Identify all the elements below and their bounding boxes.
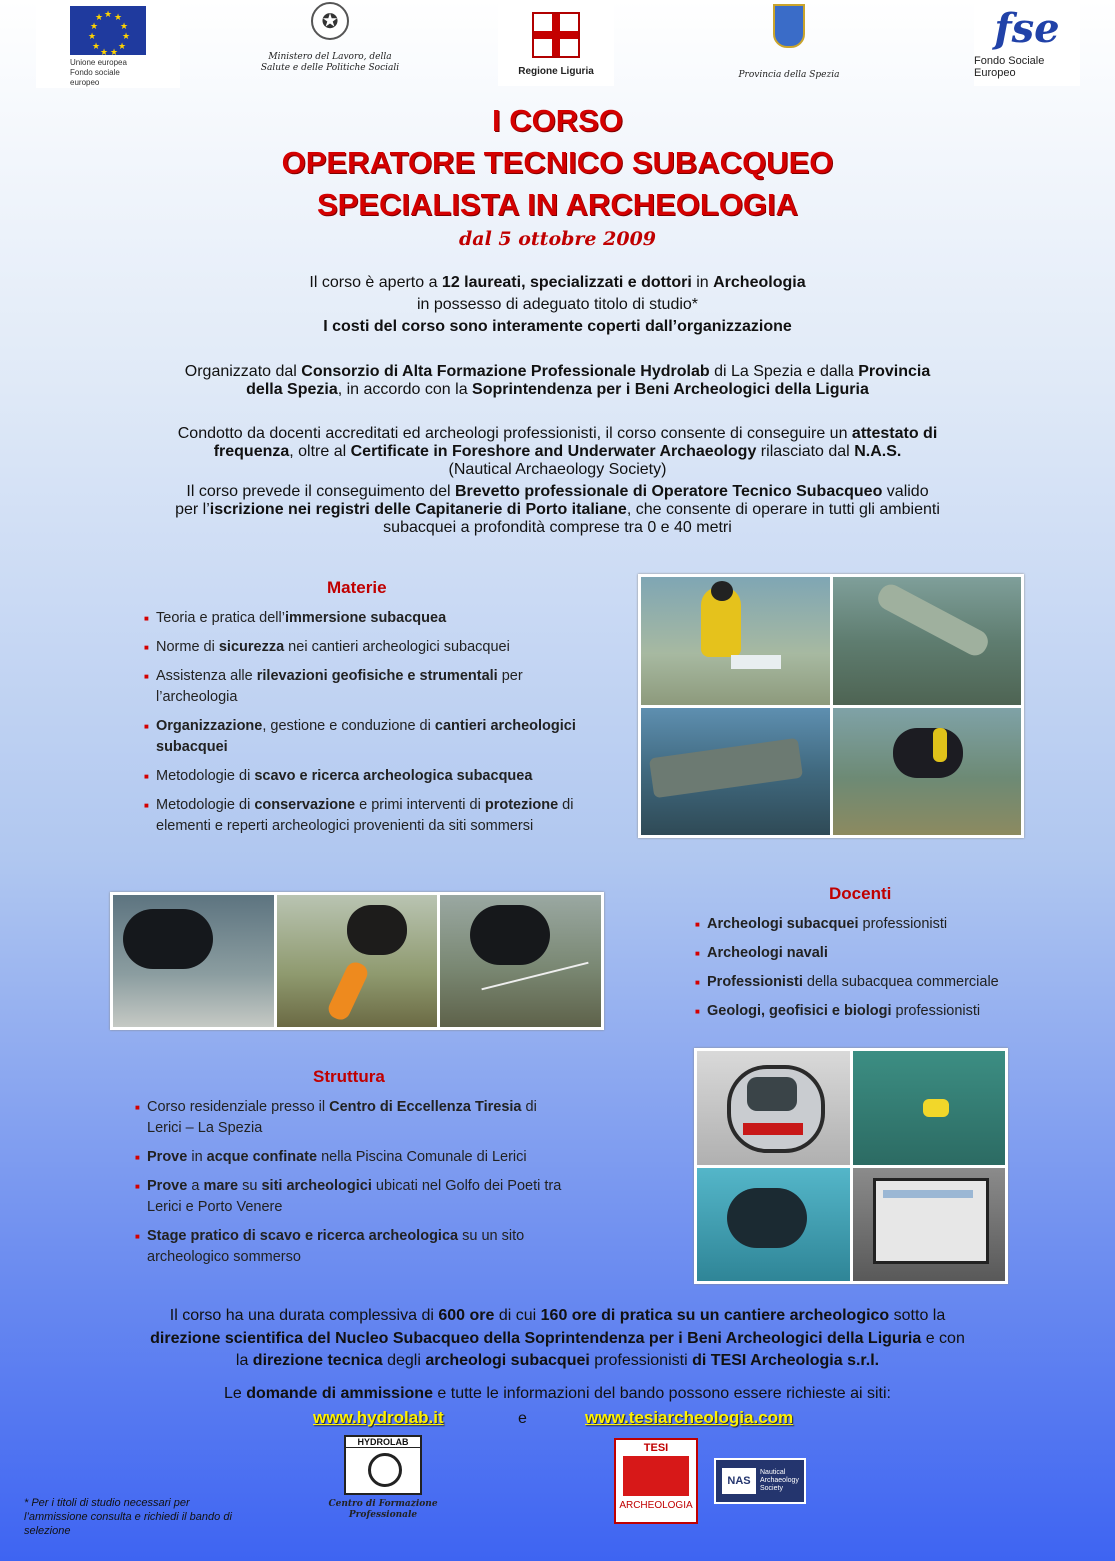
photo-pool-diver (697, 1168, 850, 1282)
conducted-line-4: Il corso prevede il conseguimento del Brevetto professionale di Operatore Tecnico Subacqueo valido (186, 483, 929, 500)
fse-mark-icon: fse (994, 5, 1060, 52)
list-item: ■ Professionisti della subacquea commerciale (695, 972, 1095, 993)
list-item: ■ Metodologie di conservazione e primi interventi di protezione di elementi e reperti archeologici provenienti da siti sommersi (144, 795, 584, 837)
photo-diver-knife (113, 895, 274, 1027)
list-item: ■ Geologi, geofisici e biologi professionisti (695, 1001, 1095, 1022)
eu-flag-icon: ★ ★ ★ ★ ★ ★ ★ ★ ★ ★ ★ (70, 6, 146, 55)
tesi-label-bottom: ARCHEOLOGIA (619, 1500, 693, 1511)
regione-label: Regione Liguria (518, 65, 594, 77)
conducted-line-6: subacquei a profondità comprese tra 0 e 40 metri (383, 519, 732, 536)
intro-line-1: Il corso è aperto a 12 laureati, specializzati e dottori in Archeologia (309, 274, 806, 291)
closing-line-4: Le domande di ammissione e tutte le informazioni del bando possono essere richieste ai siti: (224, 1385, 891, 1402)
conducted-line-2: frequenza, oltre al Certificate in Foreshore and Underwater Archaeology rilasciato dal N.A.S. (213, 443, 902, 460)
photo-diver-tape (440, 895, 601, 1027)
eu-caption-1: Unione europea (70, 58, 127, 67)
conducted-line-5: per l’iscrizione nei registri delle Capitanerie di Porto italiane, che consente di operare in tutti gli ambienti (175, 501, 940, 518)
title-line-2: OPERATORE TECNICO SUBACQUEO (281, 145, 834, 180)
list-item: ■ Corso residenziale presso il Centro di Eccellenza Tiresia di Lerici – La Spezia (135, 1097, 575, 1139)
hydrolab-link[interactable]: www.hydrolab.it (313, 1408, 444, 1427)
list-item: ■ Organizzazione, gestione e conduzione di cantieri archeologici subacquei (144, 716, 584, 758)
materie-list (144, 608, 584, 845)
ship-icon (623, 1456, 689, 1496)
list-item: ■ Assistenza alle rilevazioni geofisiche e strumentali per l’archeologia (144, 666, 584, 708)
ministry-line-2: Salute e delle Politiche Sociali (260, 63, 400, 73)
list-item: ■ Prove in acque confinate nella Piscina Comunale di Lerici (135, 1147, 575, 1168)
photo-rov-yellow (853, 1051, 1006, 1165)
photo-diver-drawing (833, 708, 1022, 836)
hydrolab-caption-1: Centro di Formazione (328, 1499, 438, 1509)
liguria-cross-icon (532, 12, 580, 58)
photo-diver-airlift (277, 895, 438, 1027)
diving-helmet-icon (368, 1453, 402, 1487)
regione-liguria-logo (498, 2, 614, 86)
photo-strip-divers (110, 892, 604, 1030)
list-item: ■ Teoria e pratica dell’immersione subacquea (144, 608, 584, 629)
ministry-line-1: Ministero del Lavoro, della (268, 52, 392, 62)
nas-logo (714, 1458, 806, 1504)
nas-mark-icon: NAS (722, 1468, 756, 1494)
nas-caption-2: Archaeology (760, 1477, 799, 1484)
org-line-2: della Spezia, in accordo con la Soprintendenza per i Beni Archeologici della Liguria (246, 381, 869, 398)
nas-caption-1: Nautical (760, 1469, 786, 1476)
photo-diving-helmet (697, 1051, 850, 1165)
provincia-label: Provincia della Spezia (738, 70, 840, 80)
fse-logo (974, 2, 1080, 86)
footnote: * Per i titoli di studio necessari per l’ammissione consulta e richiedi il bando di selezione (24, 1497, 232, 1537)
closing-line-2: direzione scientifica del Nucleo Subacqueo della Soprintendenza per i Beni Archeologici della Liguria e con (150, 1330, 965, 1347)
list-item: ■ Metodologie di scavo e ricerca archeologica subacquea (144, 766, 584, 787)
tesi-label-top: TESI (643, 1442, 669, 1454)
hydrolab-label: HYDROLAB (346, 1437, 420, 1448)
list-item: ■ Prove a mare su siti archeologici ubicati nel Golfo dei Poeti tra Lerici e Porto Venere (135, 1176, 575, 1218)
photo-grid-struttura (694, 1048, 1008, 1284)
fse-caption: Fondo Sociale Europeo (974, 55, 1045, 79)
course-date: dal 5 ottobre 2009 (458, 228, 657, 250)
photo-computer-monitor (853, 1168, 1006, 1282)
italian-emblem-icon: ✪ (311, 2, 349, 40)
list-item: ■ Archeologi navali (695, 943, 1095, 964)
intro-line-2: in possesso di adeguato titolo di studio* (416, 296, 699, 313)
title-line-1: I CORSO (492, 103, 623, 138)
list-item: ■ Stage pratico di scavo e ricerca archeologica su un sito archeologico sommerso (135, 1226, 575, 1268)
intro-line-3: I costi del corso sono interamente coperti dall’organizzazione (323, 318, 792, 335)
nas-caption-3: Society (760, 1485, 783, 1492)
struttura-list (135, 1097, 575, 1276)
docenti-list (695, 914, 1095, 1030)
list-item: ■ Archeologi subacquei professionisti (695, 914, 1095, 935)
eu-caption-2: Fondo sociale europeo (70, 68, 120, 87)
photo-diver-survey (641, 577, 830, 705)
closing-line-1: Il corso ha una durata complessiva di 600 ore di cui 160 ore di pratica su un cantiere archeologico sotto la (169, 1307, 946, 1324)
docenti-heading: Docenti (829, 884, 892, 903)
org-line-1: Organizzato dal Consorzio di Alta Formazione Professionale Hydrolab di La Spezia e dalla Provincia (184, 363, 931, 380)
links-and: e (518, 1410, 527, 1427)
hydrolab-logo (320, 1435, 446, 1525)
title-line-3: SPECIALISTA IN ARCHEOLOGIA (316, 187, 799, 222)
struttura-heading: Struttura (313, 1067, 385, 1086)
photo-grid-materie (638, 574, 1024, 838)
tesi-logo (614, 1438, 698, 1524)
closing-line-3: la direzione tecnica degli archeologi subacquei professionisti di TESI Archeologia s.r.l. (235, 1352, 880, 1369)
provincia-logo (724, 2, 854, 88)
materie-heading: Materie (327, 578, 387, 597)
list-item: ■ Norme di sicurezza nei cantieri archeologici subacquei (144, 637, 584, 658)
eu-logo (36, 2, 180, 88)
conducted-line-3: (Nautical Archaeology Society) (448, 461, 667, 478)
photo-wreck-timber (641, 708, 830, 836)
provincia-shield-icon (773, 4, 805, 48)
photo-seabed-column (833, 577, 1022, 705)
hydrolab-caption-2: Professionale (348, 1510, 418, 1520)
ministry-logo (250, 2, 410, 88)
tesi-link[interactable]: www.tesiarcheologia.com (585, 1408, 794, 1427)
conducted-line-1: Condotto da docenti accreditati ed archeologi professionisti, il corso consente di conseguire un attestato di (177, 425, 938, 442)
